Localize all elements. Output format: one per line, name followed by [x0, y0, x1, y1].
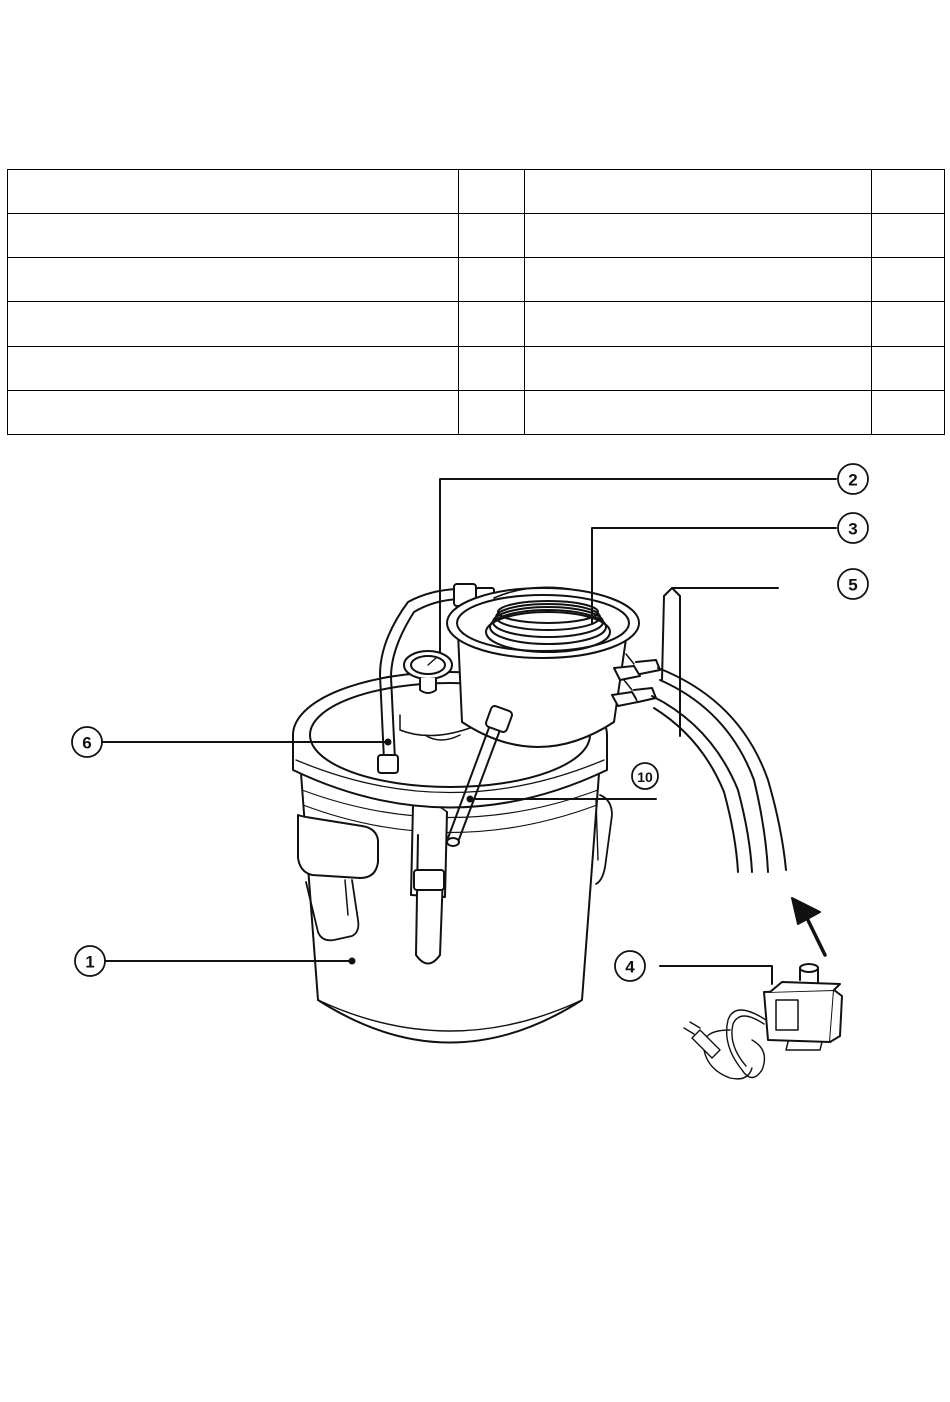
callout-label-5: 5	[848, 575, 858, 595]
table-cell	[525, 346, 872, 390]
table-cell	[459, 390, 525, 434]
table-cell	[872, 346, 945, 390]
condenser	[447, 587, 639, 747]
callout-label-10: 10	[637, 769, 653, 785]
table-row	[8, 302, 945, 346]
table-cell	[8, 302, 459, 346]
callout-label-4: 4	[625, 957, 635, 977]
table-cell	[459, 346, 525, 390]
callout-label-6: 6	[82, 733, 92, 753]
table-cell	[8, 346, 459, 390]
table-cell	[872, 302, 945, 346]
arrow-icon	[792, 898, 825, 955]
pump-power-cord	[684, 1010, 766, 1079]
table-cell	[872, 214, 945, 258]
table-cell	[525, 258, 872, 302]
distiller-diagram	[0, 440, 950, 1120]
table-row	[8, 346, 945, 390]
table-cell	[872, 258, 945, 302]
table-cell	[459, 258, 525, 302]
table-cell	[525, 214, 872, 258]
table-cell	[8, 258, 459, 302]
table-cell	[8, 170, 459, 214]
leader-dot	[386, 740, 391, 745]
leader-dot	[468, 797, 473, 802]
table-cell	[459, 302, 525, 346]
table-cell	[525, 170, 872, 214]
table-cell	[872, 390, 945, 434]
leader-line-5b	[672, 588, 680, 736]
table-cell	[525, 302, 872, 346]
leader-line-4	[660, 966, 772, 984]
table-cell	[459, 170, 525, 214]
parts-table	[7, 169, 945, 435]
table-cell	[459, 214, 525, 258]
table-row	[8, 170, 945, 214]
table-row	[8, 258, 945, 302]
water-hoses	[652, 668, 786, 872]
table-cell	[872, 170, 945, 214]
callout-label-2: 2	[848, 470, 858, 490]
table-row	[8, 214, 945, 258]
water-pump	[764, 964, 842, 1050]
table-row	[8, 390, 945, 434]
table-cell	[8, 390, 459, 434]
side-handle-right	[596, 795, 612, 884]
table-cell	[8, 214, 459, 258]
callout-label-3: 3	[848, 519, 858, 539]
table-cell	[525, 390, 872, 434]
callout-label-1: 1	[85, 952, 95, 972]
leader-dot	[350, 959, 355, 964]
